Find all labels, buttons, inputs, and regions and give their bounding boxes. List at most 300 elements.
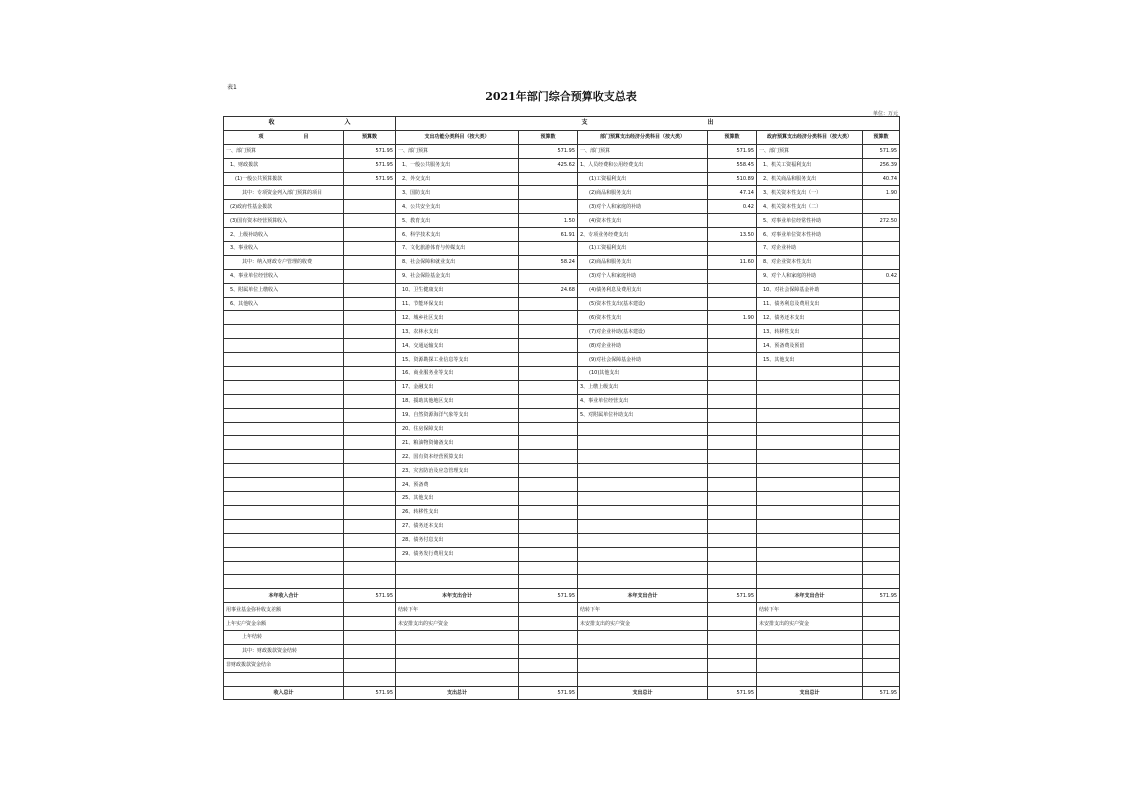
cell-b: 571.95 (344, 686, 396, 700)
table-row (224, 630, 900, 644)
cell-g (757, 672, 863, 686)
cell-f (708, 630, 757, 644)
cell-b (344, 644, 396, 658)
cell-b (344, 228, 396, 242)
cell-b (344, 561, 396, 575)
cell-g (757, 533, 863, 547)
cell-d (519, 575, 578, 589)
cell-d (519, 450, 578, 464)
cell-c: 13、农林水支出 (396, 325, 519, 339)
cell-c: 29、债务发行费用支出 (396, 547, 519, 561)
cell-f (708, 450, 757, 464)
cell-h (863, 630, 900, 644)
table-row (224, 450, 900, 464)
cell-e (578, 464, 708, 478)
cell-e (578, 575, 708, 589)
cell-b (344, 672, 396, 686)
cell-h (863, 658, 900, 672)
cell-e: (1)工资福利支出 (578, 242, 708, 256)
cell-c: 本年支出合计 (396, 589, 519, 603)
cell-c: 19、自然资源海洋气象等支出 (396, 408, 519, 422)
cell-f: 571.95 (708, 144, 757, 158)
table-row (224, 644, 900, 658)
cell-d (519, 492, 578, 506)
cell-b (344, 269, 396, 283)
cell-c: 支出总计 (396, 686, 519, 700)
col-budget-header-1: 预算数 (344, 130, 396, 144)
cell-b: 571.95 (344, 158, 396, 172)
cell-f: 1.90 (708, 311, 757, 325)
table-row (224, 672, 900, 686)
cell-c (396, 644, 519, 658)
cell-h: 272.50 (863, 214, 900, 228)
cell-c: 8、社会保障和就业支出 (396, 255, 519, 269)
cell-h (863, 450, 900, 464)
cell-a (224, 422, 344, 436)
cell-d: 24.68 (519, 283, 578, 297)
table-body (224, 117, 900, 700)
cell-h (863, 533, 900, 547)
cell-f (708, 492, 757, 506)
cell-c (396, 672, 519, 686)
cell-h (863, 339, 900, 353)
cell-d (519, 408, 578, 422)
cell-d: 425.62 (519, 158, 578, 172)
cell-f: 13.50 (708, 228, 757, 242)
cell-d (519, 311, 578, 325)
cell-h (863, 575, 900, 589)
cell-c: 15、资源勘探工业信息等支出 (396, 353, 519, 367)
cell-d: 571.95 (519, 686, 578, 700)
cell-d (519, 672, 578, 686)
cell-b (344, 519, 396, 533)
table-row (224, 478, 900, 492)
cell-h: 0.42 (863, 269, 900, 283)
cell-c (396, 658, 519, 672)
cell-b (344, 339, 396, 353)
table-row (224, 589, 900, 603)
table-row (224, 380, 900, 394)
cell-d (519, 367, 578, 381)
cell-a: 本年收入合计 (224, 589, 344, 603)
col-item-right: 目 (303, 134, 309, 141)
cell-f (708, 464, 757, 478)
col-budget-header-2: 预算数 (519, 130, 578, 144)
cell-d (519, 436, 578, 450)
cell-h (863, 242, 900, 256)
cell-d (519, 603, 578, 617)
cell-d: 1.50 (519, 214, 578, 228)
cell-a: (1)一般公共预算拨款 (224, 172, 344, 186)
table-row (224, 617, 900, 631)
cell-c: 22、国有资本经营预算支出 (396, 450, 519, 464)
cell-f: 47.14 (708, 186, 757, 200)
cell-d (519, 478, 578, 492)
cell-a: 上年实户资金余额 (224, 617, 344, 631)
cell-a: 其中：财政拨款资金结转 (224, 644, 344, 658)
cell-b (344, 255, 396, 269)
cell-e: 2、专项业务经费支出 (578, 228, 708, 242)
cell-g: 12、债务还本支出 (757, 311, 863, 325)
cell-b (344, 492, 396, 506)
cell-b (344, 408, 396, 422)
table-row (224, 603, 900, 617)
cell-e (578, 547, 708, 561)
expense-group-right: 出 (707, 119, 714, 127)
col-gov-econ-header: 政府预算支出经济分类科目（按大类） (757, 130, 863, 144)
cell-b (344, 575, 396, 589)
cell-c (396, 575, 519, 589)
cell-c: 14、交通运输支出 (396, 339, 519, 353)
table-row (224, 394, 900, 408)
cell-d (519, 644, 578, 658)
cell-e: (3)对个人和家庭补助 (578, 269, 708, 283)
cell-e: (5)资本性支出(基本建设) (578, 297, 708, 311)
cell-f (708, 408, 757, 422)
cell-h (863, 672, 900, 686)
cell-f: 558.45 (708, 158, 757, 172)
col-budget-header-4: 预算数 (863, 130, 900, 144)
cell-d (519, 200, 578, 214)
cell-a (224, 505, 344, 519)
col-budget-header-3: 预算数 (708, 130, 757, 144)
cell-g (757, 380, 863, 394)
cell-a (224, 478, 344, 492)
table-row (224, 325, 900, 339)
cell-g (757, 630, 863, 644)
cell-d (519, 561, 578, 575)
cell-e (578, 561, 708, 575)
table-row (224, 339, 900, 353)
cell-h (863, 505, 900, 519)
cell-g (757, 644, 863, 658)
table-row (224, 242, 900, 256)
cell-g: 11、债务利息及费用支出 (757, 297, 863, 311)
cell-e: 支出总计 (578, 686, 708, 700)
cell-e: (7)对企业补助(基本建设) (578, 325, 708, 339)
cell-h: 571.95 (863, 144, 900, 158)
table-row (224, 367, 900, 381)
cell-c: 1、一般公共服务支出 (396, 158, 519, 172)
cell-f (708, 353, 757, 367)
cell-g: 13、转移性支出 (757, 325, 863, 339)
cell-e (578, 492, 708, 506)
table-row (224, 492, 900, 506)
cell-a: 3、事业收入 (224, 242, 344, 256)
cell-a (224, 353, 344, 367)
cell-d (519, 658, 578, 672)
cell-f: 11.60 (708, 255, 757, 269)
cell-g (757, 505, 863, 519)
cell-a (224, 561, 344, 575)
cell-a: (3)国有资本经营预算收入 (224, 214, 344, 228)
cell-b (344, 478, 396, 492)
cell-c: 21、粮油物资储备支出 (396, 436, 519, 450)
cell-a (224, 436, 344, 450)
table-row (224, 422, 900, 436)
unit-label: 单位：万元 (872, 111, 898, 117)
cell-c: 24、预备费 (396, 478, 519, 492)
table-row (224, 436, 900, 450)
cell-c: 26、转移性支出 (396, 505, 519, 519)
table-row (224, 144, 900, 158)
cell-f (708, 214, 757, 228)
cell-h (863, 283, 900, 297)
cell-f (708, 672, 757, 686)
cell-f (708, 644, 757, 658)
cell-g: 本年支出合计 (757, 589, 863, 603)
cell-a: 1、财政拨款 (224, 158, 344, 172)
col-item-header (224, 130, 344, 144)
cell-b (344, 547, 396, 561)
cell-d (519, 505, 578, 519)
cell-a (224, 339, 344, 353)
cell-c: 28、债务付息支出 (396, 533, 519, 547)
table-row (224, 297, 900, 311)
cell-g (757, 575, 863, 589)
table-row (224, 408, 900, 422)
cell-b (344, 533, 396, 547)
cell-f (708, 519, 757, 533)
cell-a (224, 492, 344, 506)
cell-e (578, 519, 708, 533)
cell-b: 571.95 (344, 589, 396, 603)
cell-e: 4、事业单位经营支出 (578, 394, 708, 408)
cell-a: 用事业基金弥补收支差额 (224, 603, 344, 617)
cell-g (757, 436, 863, 450)
cell-c: 16、商业服务业等支出 (396, 367, 519, 381)
cell-a (224, 547, 344, 561)
cell-b (344, 450, 396, 464)
cell-h (863, 297, 900, 311)
cell-e: 结转下年 (578, 603, 708, 617)
cell-d: 571.95 (519, 589, 578, 603)
cell-c (396, 561, 519, 575)
cell-a (224, 325, 344, 339)
cell-f: 510.89 (708, 172, 757, 186)
cell-d (519, 297, 578, 311)
cell-b (344, 311, 396, 325)
cell-f: 0.42 (708, 200, 757, 214)
cell-f (708, 325, 757, 339)
cell-c: 4、公共安全支出 (396, 200, 519, 214)
cell-h (863, 380, 900, 394)
cell-e: (2)商品和服务支出 (578, 255, 708, 269)
cell-a: (2)政府性基金拨款 (224, 200, 344, 214)
cell-b (344, 603, 396, 617)
cell-g: 结转下年 (757, 603, 863, 617)
table-number: 表1 (227, 84, 237, 91)
cell-d (519, 353, 578, 367)
cell-c: 20、住房保障支出 (396, 422, 519, 436)
cell-a: 其中：专项资金列入部门预算的项目 (224, 186, 344, 200)
cell-c: 5、教育支出 (396, 214, 519, 228)
cell-e: (1)工资福利支出 (578, 172, 708, 186)
cell-a: 5、附属单位上缴收入 (224, 283, 344, 297)
cell-b (344, 464, 396, 478)
cell-f (708, 380, 757, 394)
table-row (224, 505, 900, 519)
cell-e (578, 505, 708, 519)
expense-group-header (396, 117, 900, 131)
cell-d: 58.24 (519, 255, 578, 269)
cell-e (578, 422, 708, 436)
cell-c: 10、卫生健康支出 (396, 283, 519, 297)
cell-e (578, 478, 708, 492)
cell-f (708, 603, 757, 617)
cell-b (344, 394, 396, 408)
cell-e (578, 672, 708, 686)
cell-e: 一、部门预算 (578, 144, 708, 158)
table-row (224, 255, 900, 269)
cell-e: (8)对企业补助 (578, 339, 708, 353)
cell-h (863, 617, 900, 631)
cell-b (344, 630, 396, 644)
table-row (224, 686, 900, 700)
cell-e: (6)资本性支出 (578, 311, 708, 325)
cell-g (757, 519, 863, 533)
cell-b: 571.95 (344, 144, 396, 158)
cell-d (519, 533, 578, 547)
cell-b (344, 505, 396, 519)
cell-e: 未安排支出的实户资金 (578, 617, 708, 631)
cell-e: 5、对附属单位补助支出 (578, 408, 708, 422)
cell-g (757, 450, 863, 464)
cell-a: 收入总计 (224, 686, 344, 700)
cell-c: 7、文化旅游体育与传媒支出 (396, 242, 519, 256)
cell-e: (9)对社会保障基金补助 (578, 353, 708, 367)
cell-a (224, 450, 344, 464)
cell-h (863, 311, 900, 325)
cell-f (708, 269, 757, 283)
cell-h (863, 561, 900, 575)
cell-a: 2、上级补助收入 (224, 228, 344, 242)
cell-d (519, 547, 578, 561)
cell-g: 2、机关商品和服务支出 (757, 172, 863, 186)
cell-c: 25、其他支出 (396, 492, 519, 506)
cell-e: 1、人员经费和公用经费支出 (578, 158, 708, 172)
cell-f (708, 478, 757, 492)
cell-h (863, 353, 900, 367)
cell-c: 27、债务还本支出 (396, 519, 519, 533)
expense-group-left: 支 (581, 119, 588, 127)
cell-e: (2)商品和服务支出 (578, 186, 708, 200)
cell-d (519, 269, 578, 283)
cell-e (578, 450, 708, 464)
cell-h (863, 325, 900, 339)
cell-g: 14、预备费及预留 (757, 339, 863, 353)
cell-a (224, 519, 344, 533)
cell-h (863, 255, 900, 269)
cell-f (708, 505, 757, 519)
cell-d (519, 380, 578, 394)
cell-c: 未安排支出的实户资金 (396, 617, 519, 631)
table-row (224, 269, 900, 283)
cell-a (224, 464, 344, 478)
cell-g (757, 561, 863, 575)
col-dept-econ-header: 部门预算支出经济分类科目（按大类） (578, 130, 708, 144)
cell-c: 2、外交支出 (396, 172, 519, 186)
table-row (224, 658, 900, 672)
cell-g: 未安排支出的实户资金 (757, 617, 863, 631)
cell-g: 3、机关资本性支出（一） (757, 186, 863, 200)
cell-c: 9、社会保险基金支出 (396, 269, 519, 283)
table-row (224, 561, 900, 575)
cell-d (519, 422, 578, 436)
income-group-left: 收 (268, 119, 275, 127)
cell-h: 40.74 (863, 172, 900, 186)
cell-g (757, 547, 863, 561)
cell-g (757, 408, 863, 422)
cell-h: 1.90 (863, 186, 900, 200)
table-row (224, 172, 900, 186)
col-func-header: 支出功能分类科目（按大类） (396, 130, 519, 144)
cell-d (519, 325, 578, 339)
cell-a: 其中：纳入财政专户管理的收费 (224, 255, 344, 269)
cell-g: 一、部门预算 (757, 144, 863, 158)
cell-b (344, 297, 396, 311)
cell-a: 上年结转 (224, 630, 344, 644)
cell-e: (4)债务利息及费用支出 (578, 283, 708, 297)
cell-f: 571.95 (708, 589, 757, 603)
table-row (224, 228, 900, 242)
cell-d (519, 242, 578, 256)
cell-h (863, 200, 900, 214)
cell-f (708, 533, 757, 547)
cell-f (708, 658, 757, 672)
cell-h (863, 228, 900, 242)
cell-g (757, 478, 863, 492)
cell-f (708, 422, 757, 436)
column-header-row (224, 130, 900, 144)
table-row (224, 519, 900, 533)
cell-h (863, 422, 900, 436)
cell-h (863, 464, 900, 478)
cell-d: 571.95 (519, 144, 578, 158)
cell-c: 6、科学技术支出 (396, 228, 519, 242)
cell-b (344, 283, 396, 297)
cell-a: 4、事业单位经营收入 (224, 269, 344, 283)
table-row (224, 311, 900, 325)
cell-g (757, 367, 863, 381)
cell-a: 一、部门预算 (224, 144, 344, 158)
cell-c: 结转下年 (396, 603, 519, 617)
table-row (224, 464, 900, 478)
cell-e: (10)其他支出 (578, 367, 708, 381)
cell-h: 571.95 (863, 686, 900, 700)
cell-h (863, 436, 900, 450)
cell-d (519, 630, 578, 644)
cell-g: 9、对个人和家庭的补助 (757, 269, 863, 283)
table-row (224, 547, 900, 561)
cell-a (224, 408, 344, 422)
cell-a (224, 672, 344, 686)
cell-e (578, 533, 708, 547)
table-row (224, 353, 900, 367)
cell-c: 17、金融支出 (396, 380, 519, 394)
cell-e (578, 658, 708, 672)
cell-a (224, 575, 344, 589)
cell-h (863, 519, 900, 533)
cell-g (757, 422, 863, 436)
cell-c: 11、节能环保支出 (396, 297, 519, 311)
budget-summary-table (223, 116, 900, 700)
cell-e: (4)资本性支出 (578, 214, 708, 228)
cell-a (224, 380, 344, 394)
cell-b: 571.95 (344, 172, 396, 186)
cell-c: 12、城乡社区支出 (396, 311, 519, 325)
cell-c: 3、国防支出 (396, 186, 519, 200)
